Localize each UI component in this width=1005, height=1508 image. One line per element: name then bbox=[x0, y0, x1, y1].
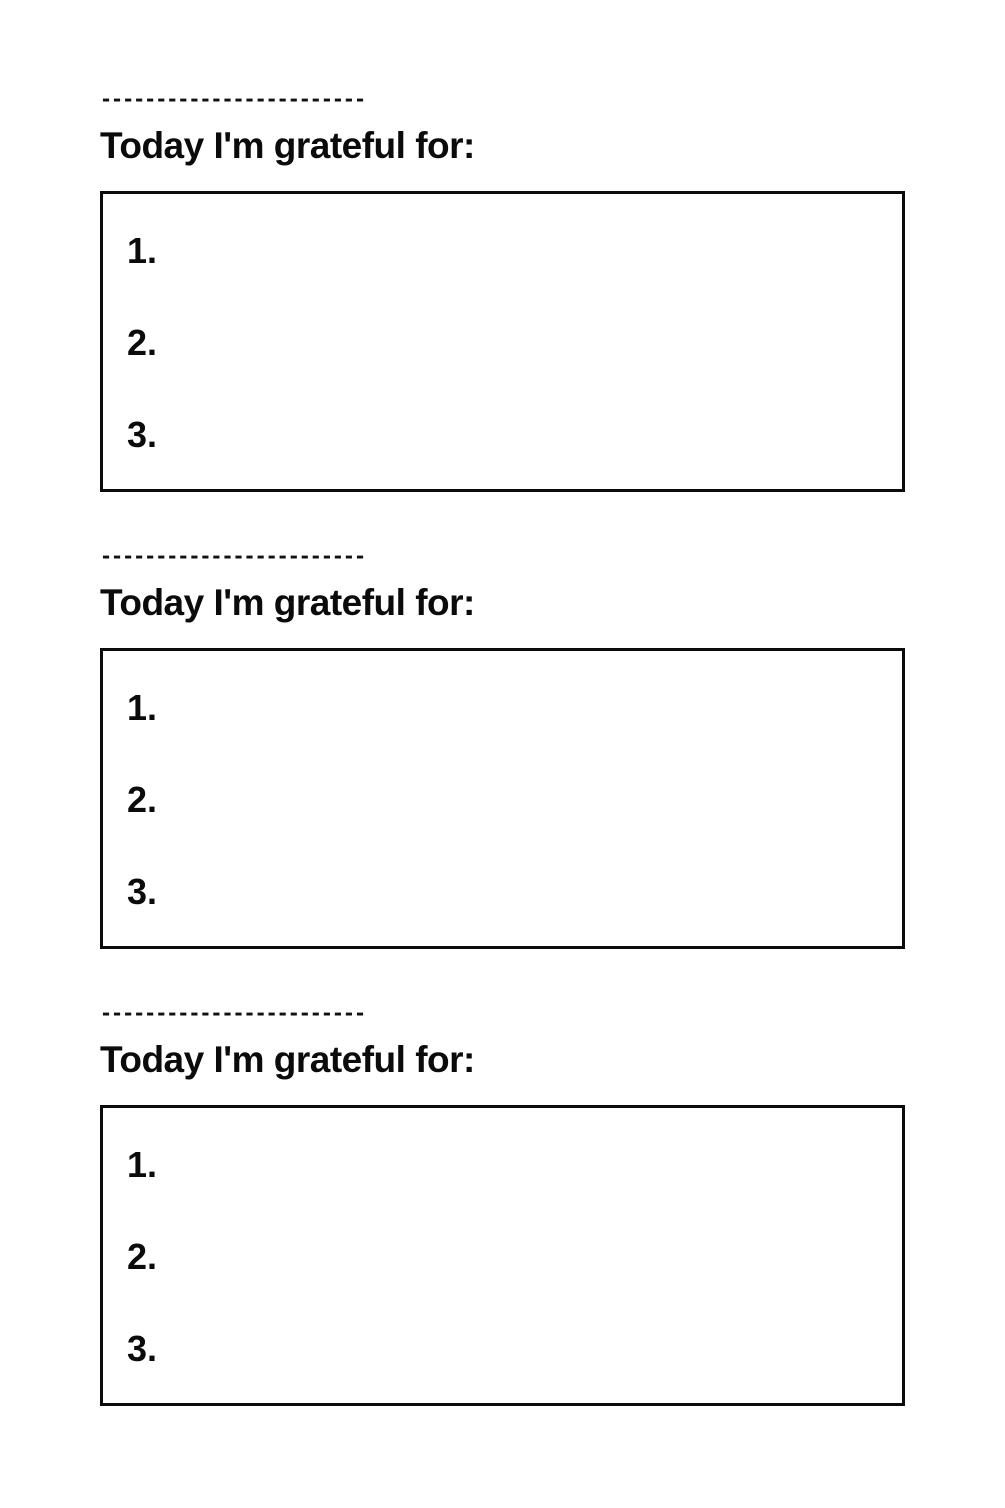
gratitude-box[interactable] bbox=[100, 648, 905, 949]
list-item-number: 1. bbox=[127, 230, 158, 271]
date-blank-line[interactable]: ------------------------ bbox=[100, 548, 365, 564]
entry-heading: Today I'm grateful for: bbox=[100, 1039, 475, 1080]
gratitude-entry-3 bbox=[100, 1005, 905, 1405]
list-item-number: 3. bbox=[127, 1328, 158, 1369]
entry-heading: Today I'm grateful for: bbox=[100, 582, 475, 623]
gratitude-box[interactable] bbox=[100, 1105, 905, 1406]
list-item-number: 2. bbox=[127, 1236, 158, 1277]
list-item-number: 1. bbox=[127, 1144, 158, 1185]
gratitude-entry-1 bbox=[100, 91, 905, 491]
gratitude-entry-2 bbox=[100, 548, 905, 948]
list-item-number: 2. bbox=[127, 322, 158, 363]
date-blank-line[interactable]: ------------------------ bbox=[100, 91, 365, 107]
date-blank-line[interactable]: ------------------------ bbox=[100, 1005, 365, 1021]
list-item-number: 3. bbox=[127, 871, 158, 912]
list-item-number: 2. bbox=[127, 779, 158, 820]
entry-heading: Today I'm grateful for: bbox=[100, 125, 475, 166]
list-item-number: 3. bbox=[127, 414, 158, 455]
gratitude-box[interactable] bbox=[100, 191, 905, 492]
list-item-number: 1. bbox=[127, 687, 158, 728]
